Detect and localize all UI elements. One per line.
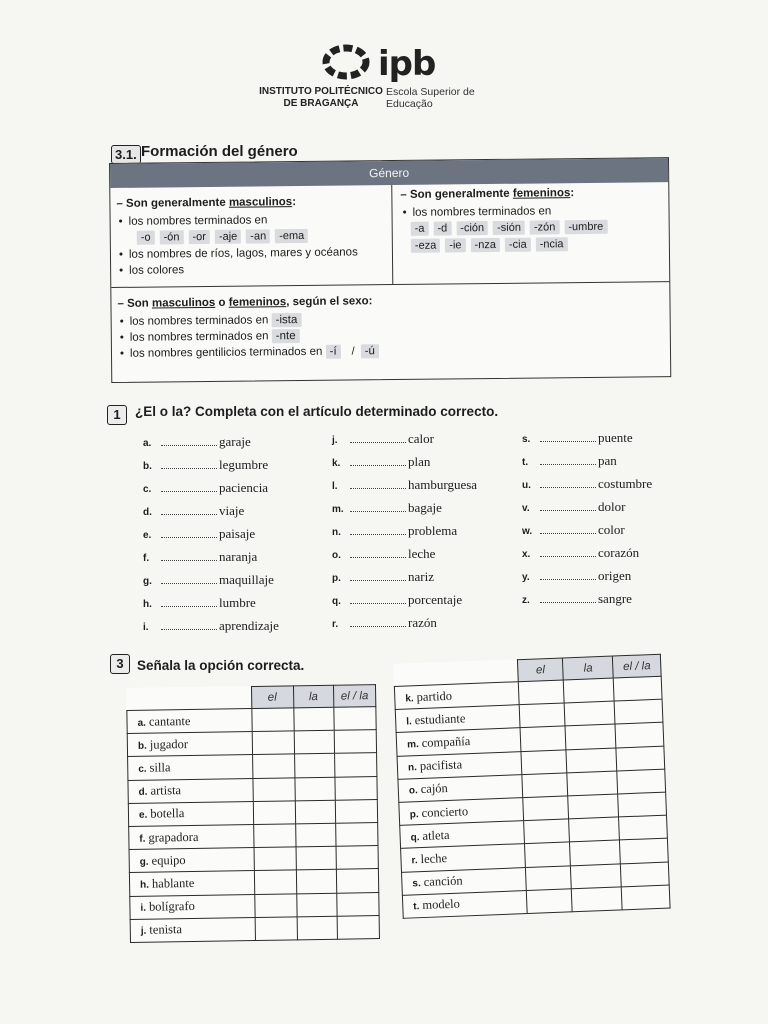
item-letter: u.	[522, 480, 531, 491]
item-word: razón	[408, 615, 437, 630]
item-word: pan	[598, 453, 617, 468]
article-blank-input[interactable]	[350, 511, 406, 512]
ending-chip: -aje	[215, 230, 241, 244]
item-letter: j.	[140, 925, 147, 938]
option-cell-el[interactable]	[252, 777, 295, 801]
ending-chip: -o	[137, 231, 155, 245]
fill-item	[143, 503, 244, 519]
school-name: Escola Superior de Educação	[386, 86, 475, 110]
item-word: lumbre	[219, 595, 256, 610]
option-cell-el[interactable]	[255, 917, 298, 941]
item-word: dolor	[598, 499, 626, 514]
item-word: partido	[416, 688, 453, 704]
fill-item	[143, 618, 279, 634]
exercise3-number: 3	[110, 654, 130, 674]
item-letter: y.	[522, 572, 530, 583]
item-letter: q.	[332, 596, 341, 607]
sex-dependent-heading: – Son masculinos o femeninos, según el sexo:	[117, 295, 373, 310]
item-letter: j.	[332, 435, 338, 446]
option-cell-el-la[interactable]	[337, 915, 380, 939]
item-letter: t.	[413, 901, 420, 913]
ending-chip: -zón	[530, 220, 560, 234]
item-letter: i.	[143, 622, 149, 633]
option-cell-el-la[interactable]	[615, 723, 664, 748]
item-letter: m.	[406, 739, 419, 751]
ending-chip: -ista	[272, 313, 302, 327]
item-letter: v.	[522, 503, 530, 514]
bullet-ista: • los nombres terminados en -ista	[118, 308, 664, 330]
fill-item	[332, 546, 435, 562]
fill-item	[332, 569, 434, 585]
option-cell-la[interactable]	[565, 701, 616, 726]
option-cell-la[interactable]	[570, 840, 621, 865]
item-letter: b.	[137, 740, 147, 752]
ending-chip: -ú	[361, 344, 379, 358]
fill-item	[143, 595, 256, 611]
option-cell-el-la[interactable]	[618, 792, 667, 817]
item-word: color	[598, 522, 625, 537]
item-letter: d.	[143, 507, 152, 518]
sex-dependent-rules	[111, 284, 670, 370]
option-cell-la[interactable]	[297, 916, 338, 940]
article-blank-input[interactable]	[161, 491, 217, 492]
fill-item	[143, 549, 257, 565]
ending-chip: -ón	[159, 230, 183, 244]
option-cell-la[interactable]	[295, 777, 336, 801]
article-blank-input[interactable]	[350, 465, 406, 466]
option-cell-el-la[interactable]	[334, 753, 377, 777]
item-word: naranja	[219, 549, 258, 564]
option-cell-el-la[interactable]	[621, 862, 670, 887]
article-blank-input[interactable]	[540, 487, 596, 488]
item-letter: g.	[143, 576, 152, 587]
col-header-la: la	[563, 656, 614, 680]
option-cell-la[interactable]	[566, 748, 617, 773]
option-cell-el[interactable]	[254, 893, 297, 917]
fill-item	[332, 477, 477, 493]
item-letter: r.	[332, 619, 339, 630]
option-cell-la[interactable]	[572, 887, 623, 912]
item-letter: k.	[332, 458, 341, 469]
word-cell	[402, 890, 526, 918]
item-letter: r.	[411, 855, 418, 867]
item-letter: l.	[332, 481, 338, 492]
item-word: leche	[420, 850, 448, 866]
article-blank-input[interactable]	[161, 514, 217, 515]
col-header-el: el	[251, 686, 293, 709]
bullet-nte: • los nombres terminados en -nte	[118, 324, 664, 346]
masculine-bullet-rivers: • los nombres de ríos, lagos, mares y océanos	[117, 244, 386, 263]
option-cell-la[interactable]	[295, 823, 336, 847]
item-word: garaje	[219, 434, 251, 449]
article-blank-input[interactable]	[161, 537, 217, 538]
masculine-bullet-colors: • los colores	[117, 260, 386, 279]
item-letter: g.	[139, 856, 149, 868]
option-cell-el-la[interactable]	[335, 823, 378, 847]
option-cell-el[interactable]	[518, 680, 565, 705]
ending-chip: -sión	[493, 221, 525, 235]
fill-item	[143, 572, 274, 588]
option-cell-la[interactable]	[296, 846, 337, 870]
ending-chip: -nza	[470, 238, 500, 252]
item-word: pacifista	[419, 757, 463, 774]
article-blank-input[interactable]	[540, 579, 596, 580]
fill-item	[522, 453, 617, 469]
article-blank-input[interactable]	[350, 488, 406, 489]
item-word: hablante	[151, 875, 195, 891]
word-cell	[128, 778, 253, 803]
fill-item	[332, 454, 430, 470]
option-cell-el-la[interactable]	[614, 699, 663, 724]
ipb-emblem-icon	[318, 40, 374, 84]
fill-item	[522, 591, 632, 607]
ending-chip: -í	[326, 345, 341, 359]
item-word: artista	[150, 783, 182, 798]
word-cell	[127, 732, 252, 757]
article-blank-input[interactable]	[540, 441, 596, 442]
word-cell	[129, 824, 254, 849]
option-cell-el-la[interactable]	[336, 846, 379, 870]
item-word: corazón	[598, 545, 640, 560]
article-blank-input[interactable]	[161, 445, 217, 446]
item-word: silla	[149, 760, 171, 775]
ending-chip: -an	[246, 229, 270, 243]
feminine-heading: – Son generalmente femeninos:	[400, 187, 575, 201]
option-cell-el-la[interactable]	[336, 869, 379, 893]
article-blank-input[interactable]	[540, 556, 596, 557]
item-letter: f.	[143, 553, 150, 564]
option-cell-el[interactable]	[254, 870, 297, 894]
exercise1-number: 1	[107, 405, 127, 425]
word-cell	[128, 801, 253, 826]
option-cell-el[interactable]	[520, 726, 567, 751]
ending-chip: -nte	[272, 329, 300, 343]
option-cell-el[interactable]	[522, 773, 569, 798]
option-cell-la[interactable]	[564, 678, 615, 703]
col-header-el-la: el / la	[333, 685, 376, 708]
item-word: calor	[408, 431, 434, 446]
item-word: bolígrafo	[148, 899, 195, 914]
word-cell	[130, 917, 255, 942]
exercise3-left-table	[126, 684, 380, 943]
ending-chip: -ncia	[536, 237, 568, 251]
fill-item	[143, 480, 268, 496]
item-word: modelo	[422, 896, 461, 913]
option-cell-la[interactable]	[295, 800, 336, 824]
item-letter: p.	[409, 808, 419, 820]
bullet-gentilicios: • los nombres gentilicios terminados en -í / -ú	[118, 340, 664, 362]
option-cell-el-la[interactable]	[335, 799, 378, 823]
option-cell-el[interactable]	[523, 819, 570, 844]
ending-chip: -ema	[275, 229, 308, 243]
item-letter: o.	[408, 785, 418, 797]
fill-item	[332, 500, 442, 516]
article-blank-input[interactable]	[540, 510, 596, 511]
article-blank-input[interactable]	[161, 560, 217, 561]
fill-item	[522, 476, 652, 492]
option-cell-el[interactable]	[521, 749, 568, 774]
option-cell-el[interactable]	[252, 731, 295, 755]
fill-item	[332, 615, 437, 631]
fill-item	[522, 522, 625, 538]
item-letter: l.	[406, 716, 412, 728]
item-letter: s.	[412, 878, 422, 890]
option-cell-el-la[interactable]	[334, 707, 377, 731]
item-letter: f.	[139, 833, 146, 845]
item-letter: p.	[332, 573, 341, 584]
exercise3-title: Señala la opción correcta.	[137, 658, 305, 673]
ending-chip: -ción	[456, 221, 488, 235]
option-cell-el[interactable]	[526, 888, 573, 913]
logo-wordmark: ipb	[378, 44, 436, 84]
feminine-rules	[392, 182, 671, 284]
article-blank-input[interactable]	[540, 464, 596, 465]
article-blank-input[interactable]	[350, 626, 406, 627]
article-blank-input[interactable]	[350, 557, 406, 558]
article-blank-input[interactable]	[350, 442, 406, 443]
item-letter: d.	[138, 786, 148, 798]
item-letter: a.	[143, 438, 152, 449]
fill-item	[522, 545, 639, 561]
masculine-heading: – Son generalmente masculinos:	[116, 196, 297, 210]
option-cell-la[interactable]	[296, 870, 337, 894]
masculine-rules	[110, 185, 393, 287]
item-word: viaje	[219, 503, 245, 518]
fill-item	[332, 523, 457, 539]
option-cell-el-la[interactable]	[335, 776, 378, 800]
item-letter: c.	[138, 763, 147, 775]
feminine-bullet-endings: • los nombres terminados en	[400, 202, 662, 221]
fill-item	[522, 499, 625, 515]
item-letter: q.	[410, 831, 420, 844]
article-blank-input[interactable]	[350, 534, 406, 535]
ending-chip: -umbre	[564, 220, 607, 234]
item-letter: t.	[522, 457, 529, 468]
word-cell	[128, 755, 253, 780]
option-cell-el[interactable]	[525, 865, 572, 890]
item-word: legumbre	[219, 457, 269, 472]
institute-name: INSTITUTO POLITÉCNICO DE BRAGANÇA	[259, 86, 383, 109]
item-letter: e.	[143, 530, 152, 541]
option-cell-la[interactable]	[567, 771, 618, 796]
ipb-logo	[258, 40, 518, 110]
ending-chip: -d	[433, 221, 451, 235]
section-number: 3.1.	[111, 145, 141, 164]
option-cell-el-la[interactable]	[334, 730, 377, 754]
option-cell-el[interactable]	[253, 801, 296, 825]
option-cell-el[interactable]	[524, 842, 571, 867]
option-cell-el-la[interactable]	[621, 885, 670, 910]
table-row	[130, 915, 379, 942]
item-word: plan	[408, 454, 431, 469]
item-word: nariz	[408, 569, 434, 584]
fill-item	[143, 526, 255, 542]
item-word: paisaje	[219, 526, 256, 541]
item-word: origen	[598, 568, 632, 583]
option-cell-el[interactable]	[519, 703, 566, 728]
ending-chip: -ie	[445, 238, 465, 252]
article-blank-input[interactable]	[350, 603, 406, 604]
fill-item	[143, 434, 251, 450]
option-cell-el-la[interactable]	[620, 838, 669, 863]
item-word: cajón	[420, 781, 449, 797]
article-blank-input[interactable]	[540, 533, 596, 534]
article-blank-input[interactable]	[540, 602, 596, 603]
option-cell-el-la[interactable]	[617, 769, 666, 794]
article-blank-input[interactable]	[161, 606, 217, 607]
option-cell-el[interactable]	[522, 796, 569, 821]
item-letter: b.	[143, 461, 152, 472]
article-blank-input[interactable]	[161, 629, 217, 630]
item-word: problema	[408, 523, 458, 538]
col-header-la: la	[293, 685, 333, 708]
item-word: aprendizaje	[219, 618, 279, 633]
item-letter: h.	[143, 599, 152, 610]
item-word: estudiante	[414, 711, 466, 727]
item-word: cantante	[148, 713, 191, 729]
item-letter: c.	[143, 484, 152, 495]
fill-item	[143, 457, 268, 473]
col-header-el: el	[517, 658, 564, 682]
item-word: maquillaje	[219, 572, 274, 587]
col-header-el-la: el / la	[613, 654, 662, 678]
item-letter: i.	[140, 902, 147, 914]
item-letter: x.	[522, 549, 531, 560]
ending-chip: -eza	[411, 239, 441, 253]
word-cell	[130, 894, 255, 919]
item-letter: e.	[138, 810, 148, 822]
option-cell-el-la[interactable]	[613, 676, 662, 701]
article-blank-input[interactable]	[161, 583, 217, 584]
option-cell-el[interactable]	[252, 754, 295, 778]
option-cell-el[interactable]	[254, 847, 297, 871]
item-word: jugador	[149, 736, 189, 752]
item-word: costumbre	[598, 476, 653, 491]
item-word: paciencia	[219, 480, 269, 495]
exercise1-title: ¿El o la? Completa con el artículo determinado correcto.	[135, 404, 499, 419]
exercise3-right-table	[393, 654, 671, 919]
ending-chip: -cia	[505, 238, 531, 252]
article-blank-input[interactable]	[161, 468, 217, 469]
fill-item	[522, 430, 633, 446]
option-cell-la[interactable]	[293, 707, 334, 731]
item-word: leche	[408, 546, 436, 561]
item-word: botella	[150, 806, 185, 821]
option-cell-la[interactable]	[565, 724, 616, 749]
item-letter: w.	[522, 526, 533, 537]
option-cell-el-la[interactable]	[619, 815, 668, 840]
feminine-endings-row2	[401, 235, 663, 255]
item-word: sangre	[598, 591, 632, 606]
item-letter: z.	[522, 595, 530, 606]
option-cell-la[interactable]	[568, 794, 619, 819]
item-letter: s.	[522, 434, 531, 445]
item-word: compañía	[421, 734, 471, 750]
option-cell-el-la[interactable]	[616, 746, 665, 771]
item-letter: k.	[405, 692, 414, 705]
option-cell-el[interactable]	[253, 824, 296, 848]
option-cell-la[interactable]	[569, 817, 620, 842]
item-letter: m.	[332, 504, 344, 515]
item-word: concierto	[421, 803, 469, 820]
rules-top-row	[110, 182, 669, 288]
item-letter: h.	[140, 879, 150, 891]
item-letter: n.	[407, 762, 418, 774]
option-cell-la[interactable]	[571, 863, 622, 888]
fill-item	[332, 592, 462, 608]
item-word: puente	[598, 430, 633, 445]
item-word: hamburguesa	[408, 477, 478, 492]
item-word: tenista	[149, 922, 183, 937]
table-corner	[127, 687, 252, 711]
item-letter: o.	[332, 550, 341, 561]
section-title: Formación del género	[141, 143, 298, 160]
gender-rules-table	[109, 157, 671, 383]
rules-table-header: Género	[110, 158, 668, 188]
item-word: canción	[423, 873, 463, 890]
option-cell-la[interactable]	[296, 893, 337, 917]
article-blank-input[interactable]	[350, 580, 406, 581]
ending-chip: -or	[188, 230, 210, 244]
word-cell	[129, 871, 254, 896]
item-word: grapadora	[148, 829, 199, 845]
option-cell-la[interactable]	[294, 730, 335, 754]
option-cell-el-la[interactable]	[337, 892, 380, 916]
item-word: atleta	[422, 827, 450, 843]
fill-item	[522, 568, 631, 584]
item-word: porcentaje	[408, 592, 463, 607]
ending-chip: -a	[411, 222, 429, 236]
fill-item	[332, 431, 434, 447]
word-cell	[129, 848, 254, 873]
item-letter: a.	[137, 717, 146, 729]
word-cell	[127, 709, 252, 734]
option-cell-la[interactable]	[294, 754, 335, 778]
item-word: bagaje	[408, 500, 442, 515]
item-word: equipo	[151, 852, 186, 868]
masculine-bullet-endings: • los nombres terminados en	[117, 211, 386, 230]
item-letter: n.	[332, 527, 341, 538]
option-cell-el[interactable]	[251, 708, 294, 732]
